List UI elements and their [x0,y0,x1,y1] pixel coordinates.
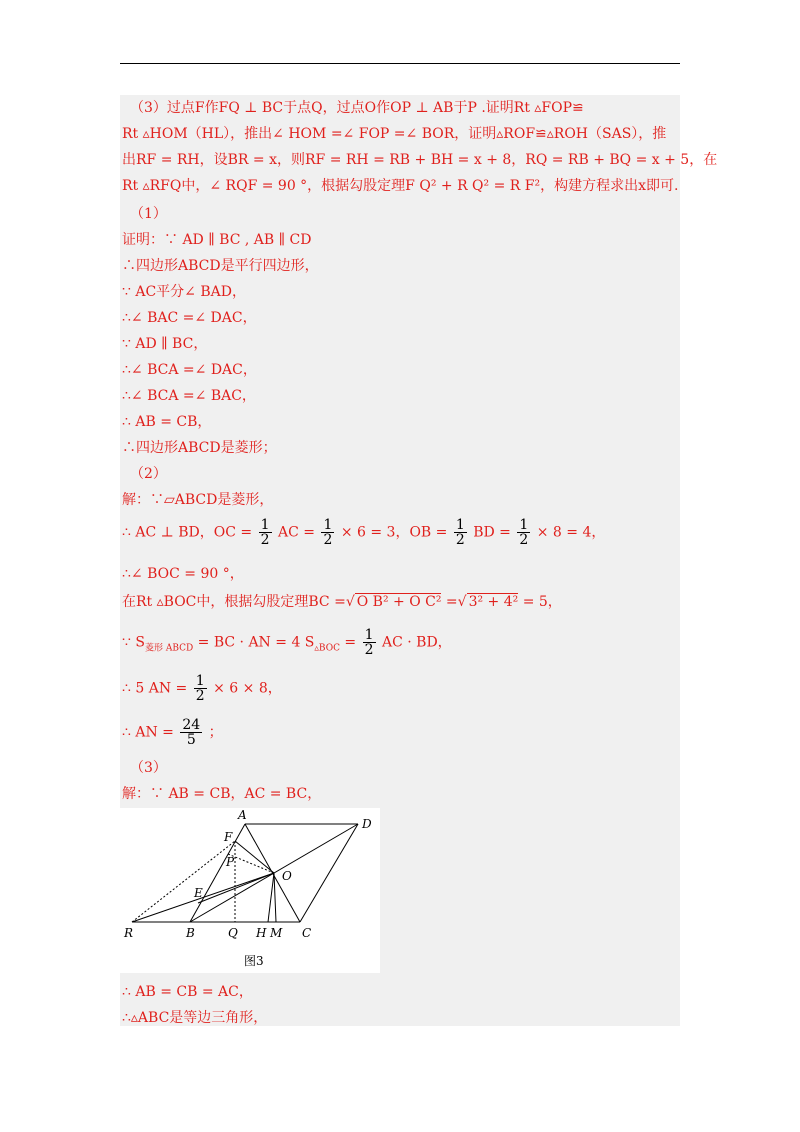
text-segment: AC = [277,524,315,541]
segment-oh [268,873,274,922]
label-r: R [124,926,134,940]
text-segment: 在Rt ▵BOC中，根据勾股定理BC = [122,594,346,610]
text-line-20 [122,628,452,658]
text-segment: = [344,634,357,651]
text-line-14: ∴四边形ABCD是菱形； [122,440,277,456]
text-segment: ∵ S [122,634,145,651]
text-line-8: ∵ AC平分∠ BAD， [122,284,246,300]
sqrt-expression: O B² + O C² [356,594,442,610]
text-line-9: ∴∠ BAC =∠ DAC， [122,310,257,326]
figure-svg [120,808,380,973]
header-rule [120,63,680,64]
text-segment: = 5， [522,594,562,610]
text-segment: BD = [473,524,511,541]
text-segment: × 8 = 4， [536,524,606,541]
text-line-17 [122,518,605,547]
subscript: 菱形 ABCD [144,643,194,654]
text-line-24: 解：∵ AB = CB，AC = BC， [122,786,322,802]
fraction-answer: $\frac{24}{5}$ [182,717,201,748]
fraction-half: $\frac{1}{2}$ [260,517,270,548]
part-3-label: （3） [130,760,167,776]
label-b: B [186,926,195,940]
label-f: F [224,830,233,844]
label-d: D [362,817,372,831]
text-line-7: ∴四边形ABCD是平行四边形， [122,258,319,274]
text-line-2: Rt ▵HOM（HL），推出∠ HOM =∠ FOP =∠ BOR，证明▵ROF≌▵ROH（SAS），推 [122,126,667,142]
text-segment: ； [208,724,223,741]
text-segment: ∴ AC ⊥ BD，OC = [122,524,253,541]
label-e: E [194,886,203,900]
fraction-half: $\frac{1}{2}$ [195,673,205,704]
fraction-half: $\frac{1}{2}$ [519,517,529,548]
label-m: M [270,926,283,940]
text-line-11: ∴∠ BCA =∠ DAC， [122,362,257,378]
text-segment: × 6 = 3，OB = [340,524,448,541]
subscript: ▵BOC [314,643,340,654]
segment-rf [132,841,235,922]
text-line-18: ∴∠ BOC = 90 °， [122,566,244,582]
text-line-13: ∴ AB = CB， [122,414,212,430]
text-line-26: ∴▵ABC是等边三角形， [122,1010,268,1026]
figure-caption: 图3 [244,954,264,968]
part-1-label: （1） [130,206,167,222]
text-line-3: 出RF = RH，设BR = x，则RF = RH = RB + BH = x + 8，RQ = RB + BQ = x + 5，在 [122,152,718,168]
label-h: H [256,926,267,940]
text-line-12: ∴∠ BCA =∠ BAC， [122,388,256,404]
text-segment: = BC · AN = 4 S [197,634,315,651]
fraction-half: $\frac{1}{2}$ [364,627,374,658]
text-segment: = [445,594,458,610]
geometry-figure [120,808,380,973]
text-line-16: 解：∵▱ABCD是菱形， [122,492,274,508]
label-o: O [282,869,292,883]
text-segment: ∴ 5 AN = [122,680,188,697]
text-line-19: 在Rt ▵BOC中，根据勾股定理BC =√ O B² + O C² =√ 3² + 4² = 5， [122,594,562,610]
label-a: A [238,808,247,822]
sqrt-expression: 3² + 4² [468,594,519,610]
label-p: P [226,855,235,869]
text-line-21 [122,674,282,703]
text-segment: ∴ AN = [122,724,174,741]
text-segment: × 6 × 8， [213,680,282,697]
segment-om [274,873,276,922]
text-line-25: ∴ AB = CB = AC， [122,984,253,1000]
text-line-4: Rt ▵RFQ中，∠ RQF = 90 °，根据勾股定理F Q² + R Q² = R F²，构建方程求出x即可. [122,178,679,194]
text-line-6: 证明：∵ AD ∥ BC , AB ∥ CD [122,232,312,248]
text-line-10: ∵ AD ∥ BC， [122,336,208,352]
part-2-label: （2） [130,466,167,482]
fraction-half: $\frac{1}{2}$ [323,517,333,548]
segment-ab [190,824,245,922]
segment-dc [300,824,358,922]
text-line-22 [122,718,223,747]
label-q: Q [228,926,238,940]
fraction-half: $\frac{1}{2}$ [455,517,465,548]
segment-fo [235,841,274,873]
text-segment: AC · BD， [381,634,452,651]
text-line-1: （3）过点F作FQ ⊥ BC于点Q，过点O作OP ⊥ AB于P .证明Rt ▵FOP≌ [130,100,584,116]
label-c: C [302,926,312,940]
